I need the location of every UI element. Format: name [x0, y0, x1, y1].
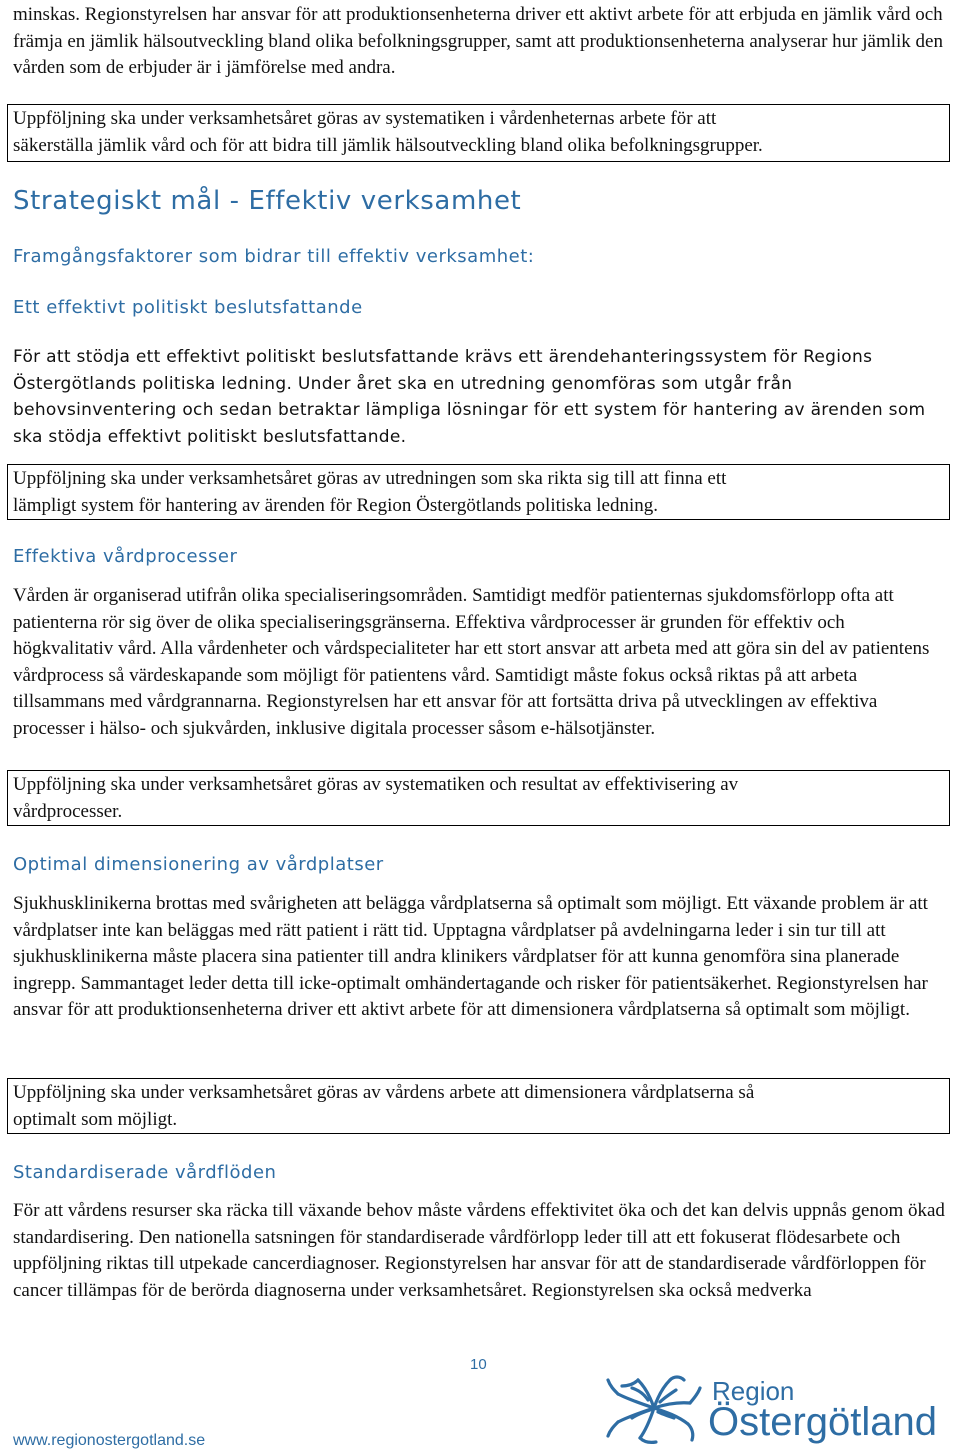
beds-followup-line2: optimalt som möjligt.: [13, 1108, 178, 1130]
section-body-flows: För att vårdens resurser ska räcka till växande behov måste vårdens effektivitet öka och det kan delvis uppnås genom ökad standardisering. Den nationella satsningen för standardiserade vårdförlopp leder till att ett fokuserat flödesarbete och uppföljning riktas till utpekade cancerdiagnoser. Regionstyrelsen har ansvar för att de standardiserade vårdförloppen för cancer tillämpas för de berörda diagnoserna under verksamhetsåret. Regionstyrelsen ska också medverka: [13, 1200, 945, 1301]
politics-followup-box: [7, 464, 950, 520]
section-heading-beds: Optimal dimensionering av vårdplatser: [13, 854, 384, 875]
success-factors-heading: Framgångsfaktorer som bidrar till effektiv verksamhet:: [13, 246, 535, 267]
main-heading: Strategiskt mål - Effektiv verksamhet: [13, 186, 522, 216]
logo-text-region: Region: [712, 1376, 795, 1406]
politics-followup-line1: Uppföljning ska under verksamhetsåret göras av utredningen som ska rikta sig till att finna ett: [13, 468, 727, 489]
care-processes-followup-line1: Uppföljning ska under verksamhetsåret göras av systematiken och resultat av effektivisering av: [13, 774, 739, 795]
beds-followup-box: [7, 1078, 950, 1134]
footer-url[interactable]: www.regionostergotland.se: [13, 1432, 206, 1449]
section-body-politics: För att stödja ett effektivt politiskt beslutsfattande krävs ett ärendehanteringssystem för Regions Östergötlands politiska ledning. Under året ska en utredning genomföras som utgår från behovsinventering och sedan betraktar lämpliga lösningar för ett system för hantering av ärenden som ska stödja effektivt politiskt beslutsfattande.: [13, 347, 926, 447]
section-heading-flows: Standardiserade vårdflöden: [13, 1162, 277, 1183]
care-processes-followup-box: [7, 770, 950, 826]
intro-followup-box: [7, 104, 950, 162]
intro-followup-line2: säkerställa jämlik vård och för att bidra till jämlik hälsoutveckling bland olika befolkningsgrupper.: [13, 134, 763, 156]
section-body-care-processes: Vården är organiserad utifrån olika specialiseringsområden. Samtidigt medför patienternas sjukdomsförlopp ofta att patienterna rör sig över de olika specialiseringsgränserna. Effektiva vårdprocesser är grunden för effektiv och högkvalitativ vård. Alla vårdenheter och vårdspecialiteter har ett stort ansvar att arbeta med att göra sin del av patientens vårdprocess så värdeskapande som möjligt för patientens vård. Samtidigt måste fokus också riktas på att arbeta tillsammans med vårdgrannarna. Regionstyrelsen har ett ansvar för att fortsätta driva på utvecklingen av effektiva processer i hälso- och sjukvården, inklusive digitala processer såsom e-hälsotjänster.: [13, 585, 930, 739]
section-heading-politics: Ett effektivt politiskt beslutsfattande: [13, 297, 363, 318]
snowflake-logo-icon: [604, 1372, 704, 1444]
page-number: 10: [470, 1356, 487, 1373]
care-processes-followup-line2: vårdprocesser.: [13, 800, 123, 822]
politics-followup-line2: lämpligt system för hantering av ärenden för Region Östergötlands politiska ledning.: [13, 494, 658, 516]
region-logo: [604, 1372, 938, 1444]
intro-paragraph: minskas. Regionstyrelsen har ansvar för att produktionsenheterna driver ett aktivt arbete för att erbjuda en jämlik vård och främja en jämlik hälsoutveckling bland olika befolkningsgrupper, samt att produktionsenheterna analyserar hur jämlik den vården som de erbjuder är i jämförelse med andra.: [13, 4, 943, 78]
section-heading-care-processes: Effektiva vårdprocesser: [13, 546, 238, 567]
beds-followup-line1: Uppföljning ska under verksamhetsåret göras av vårdens arbete att dimensionera vårdplatserna så: [13, 1082, 755, 1103]
intro-followup-line1: Uppföljning ska under verksamhetsåret göras av systematiken i vårdenheternas arbete för att: [13, 108, 717, 129]
section-body-beds: Sjukhusklinikerna brottas med svårigheten att belägga vårdplatserna så optimalt som möjligt. Ett växande problem är att vårdplatser inte kan beläggas med rätt patient i rätt tid. Upptagna vårdplatser på avdelningarna leder i sin tur till att sjukhusklinikerna måste placera sina patienter till andra klinikers vårdplatser för att kunna genomföra sina planerade ingrepp. Sammantaget leder detta till icke-optimalt omhändertagande och risker för patientsäkerhet. Regionstyrelsen har ansvar för att produktionsenheterna driver ett aktivt arbete för att dimensionera vårdplatserna så optimalt som möjligt.: [13, 893, 928, 1020]
logo-text-ostergotland: Östergötland: [708, 1400, 938, 1444]
